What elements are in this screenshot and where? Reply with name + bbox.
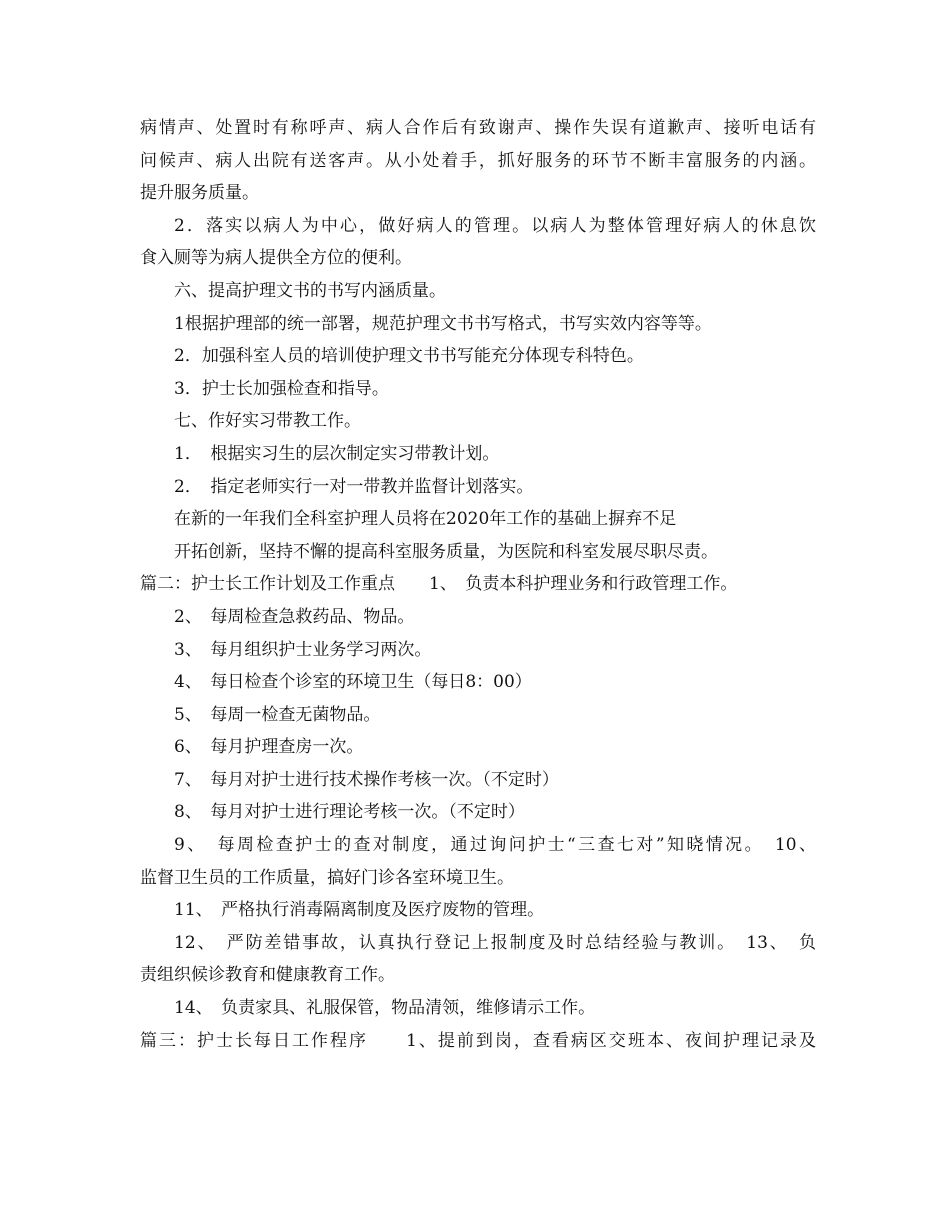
text-line: 开拓创新，坚持不懈的提高科室服务质量，为医院和科室发展尽职尽责。 [174,541,718,562]
text-line: 8、 每月对护士进行理论考核一次。（不定时） [174,802,525,823]
text-line: 提升服务质量。 [140,183,259,204]
text-line: 4、 每日检查个诊室的环境卫生（每日8：00） [174,672,532,693]
text-line: 问候声、病人出院有送客声。从小处着手，抓好服务的环节不断丰富服务的内涵。 [140,150,816,171]
text-line: 监督卫生员的工作质量，搞好门诊各室环境卫生。 [140,867,514,888]
text-line: 7、 每月对护士进行技术操作考核一次。（不定时） [174,769,559,790]
text-line: 责组织候诊教育和健康教育工作。 [140,965,395,986]
text-line: 9、 每周检查护士的查对制度，通过询问护士“三查七对”知晓情况。 10、 [174,835,816,856]
text-line: 2．落实以病人为中心，做好病人的管理。以病人为整体管理好病人的休息饮 [174,215,816,236]
text-line: 1根据护理部的统一部署，规范护理文书书写格式，书写实效内容等等。 [174,313,712,334]
text-line: 1． 根据实习生的层次制定实习带教计划。 [174,443,500,464]
text-line: 2、 每周检查急救药品、物品。 [174,606,415,627]
text-line: 6、 每月护理查房一次。 [174,737,364,758]
text-line: 食入厕等为病人提供全方位的便利。 [140,248,412,269]
text-line: 篇三：护士长每日工作程序 1、提前到岗，查看病区交班本、夜间护理记录及 [140,1030,816,1051]
text-line: 5、 每周一检查无菌物品。 [174,704,381,725]
text-line: 3．护士长加强检查和指导。 [174,378,389,399]
text-line: 14、 负责家具、礼服保管，物品清领，维修请示工作。 [174,998,596,1019]
text-line: 11、 严格执行消毒隔离制度及医疗废物的管理。 [174,900,545,921]
text-line: 篇二：护士长工作计划及工作重点 1、 负责本科护理业务和行政管理工作。 [140,574,738,595]
text-line: 病情声、处置时有称呼声、病人合作后有致谢声、操作失误有道歉声、接听电话有 [140,118,816,138]
document-body [140,112,816,1057]
text-line: 12、 严防差错事故，认真执行登记上报制度及时总结经验与教训。 13、 负 [174,932,816,953]
text-line: 六、提高护理文书的书写内涵质量。 [174,280,446,301]
text-line: 七、作好实习带教工作。 [174,411,361,432]
text-line: 3、 每月组织护士业务学习两次。 [174,639,432,660]
text-line: 2． 指定老师实行一对一带教并监督计划落实。 [174,476,534,497]
text-line: 2．加强科室人员的培训使护理文书书写能充分体现专科特色。 [174,346,644,367]
text-line: 在新的一年我们全科室护理人员将在2020年工作的基础上摒弃不足 [174,509,677,530]
